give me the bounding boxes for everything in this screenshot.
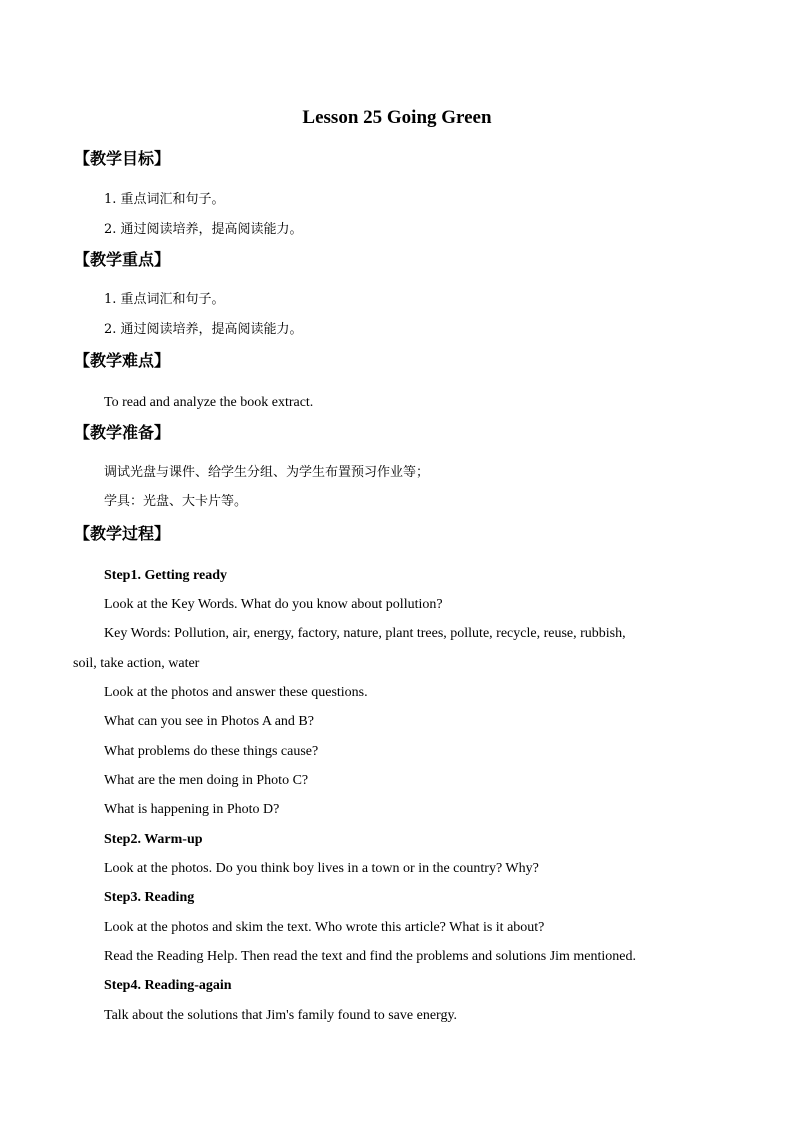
step-line: Look at the photos. Do you think boy lives in a town or in the country? Why? [104, 861, 539, 876]
preparation-item: 学具：光盘、大卡片等。 [104, 494, 248, 509]
difficulty-item: To read and analyze the book extract. [104, 395, 314, 410]
step-line: Look at the Key Words. What do you know about pollution? [104, 597, 443, 612]
section-heading-process: 【教学过程】 [74, 524, 171, 543]
objective-item: 1. 重点词汇和句子。 [104, 192, 225, 207]
step-line: Key Words: Pollution, air, energy, factory, nature, plant trees, pollute, recycle, reuse, rubbish, [104, 626, 626, 641]
step-line: Look at the photos and skim the text. Who wrote this article? What is it about? [104, 920, 545, 935]
step-title: Step4. Reading-again [104, 978, 232, 993]
step-line: Look at the photos and answer these questions. [104, 685, 368, 700]
step-line: Read the Reading Help. Then read the text and find the problems and solutions Jim mentioned. [104, 949, 637, 964]
step-title: Step3. Reading [104, 890, 195, 905]
section-heading-objectives: 【教学目标】 [74, 149, 171, 168]
step-line: What problems do these things cause? [104, 744, 319, 759]
section-heading-preparation: 【教学准备】 [74, 423, 171, 442]
key-point-item: 1. 重点词汇和句子。 [104, 292, 225, 307]
step-line: Talk about the solutions that Jim's family found to save energy. [104, 1008, 458, 1023]
step-line: soil, take action, water [73, 656, 200, 671]
key-point-item: 2. 通过阅读培养，提高阅读能力。 [104, 322, 303, 337]
document-title: Lesson 25 Going Green [302, 107, 492, 128]
step-line: What is happening in Photo D? [104, 802, 280, 817]
step-line: What are the men doing in Photo C? [104, 773, 309, 788]
preparation-item: 调试光盘与课件、给学生分组、为学生布置预习作业等； [104, 465, 430, 480]
section-heading-key-points: 【教学重点】 [74, 250, 171, 269]
step-title: Step1. Getting ready [104, 568, 228, 583]
section-heading-difficulties: 【教学难点】 [74, 351, 171, 370]
objective-item: 2. 通过阅读培养，提高阅读能力。 [104, 222, 303, 237]
step-title: Step2. Warm-up [104, 832, 203, 847]
step-line: What can you see in Photos A and B? [104, 714, 314, 729]
